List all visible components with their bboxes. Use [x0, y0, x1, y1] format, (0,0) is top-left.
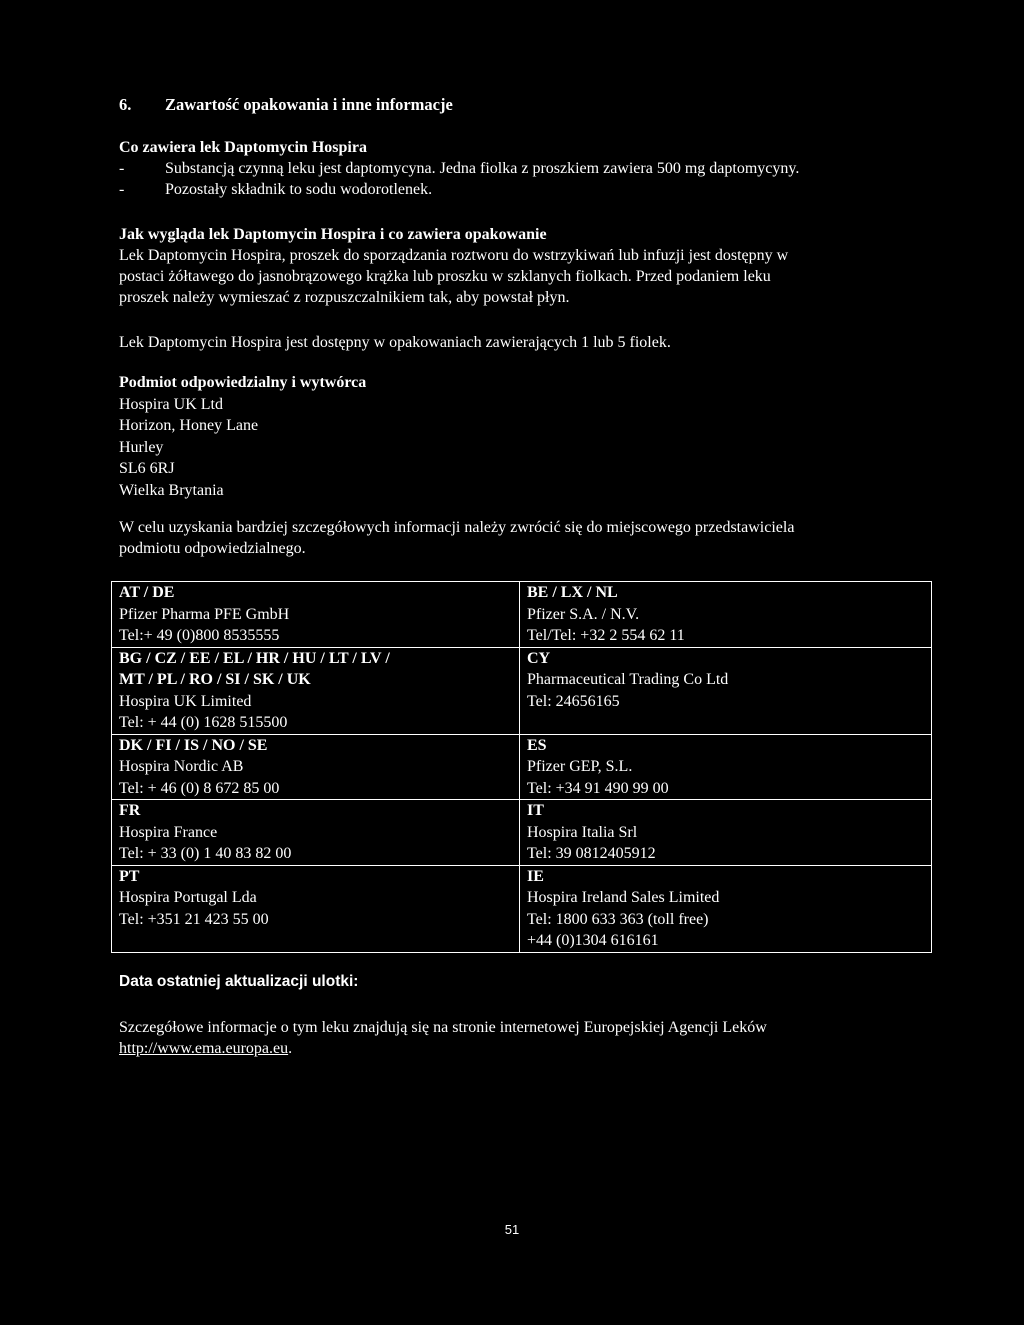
- representative-name: Pfizer S.A. / N.V.: [527, 605, 640, 623]
- representative-name: Hospira UK Limited: [119, 692, 252, 710]
- representative-name: Pharmaceutical Trading Co Ltd: [527, 671, 729, 688]
- representative-cell-right: [520, 647, 932, 734]
- country-codes: AT / DE: [119, 584, 175, 601]
- country-codes: MT / PL / RO / SI / SK / UK: [119, 671, 311, 688]
- address-line: Wielka Brytania: [119, 481, 224, 499]
- more-info-text: Szczegółowe informacje o tym leku znajdują się na stronie internetowej Europejskiej Agencji Leków: [119, 1019, 767, 1036]
- section-title: Zawartość opakowania i inne informacje: [165, 95, 453, 114]
- representative-phone: Tel: +351 21 423 55 00: [119, 910, 269, 928]
- bullet-dash: -: [119, 181, 125, 198]
- country-codes: CY: [527, 649, 551, 667]
- country-codes: BG / CZ / EE / EL / HR / HU / LT / LV /: [119, 649, 390, 667]
- representative-name: Hospira Ireland Sales Limited: [527, 889, 720, 906]
- appearance-heading: Jak wygląda lek Daptomycin Hospira i co zawiera opakowanie: [119, 226, 547, 243]
- country-codes: BE / LX / NL: [527, 584, 618, 601]
- contents-block: [119, 137, 931, 200]
- representative-cell-left: [112, 582, 520, 648]
- representative-phone: Tel: +34 91 490 99 00: [527, 779, 669, 797]
- representative-name: Pfizer Pharma PFE GmbH: [119, 605, 290, 623]
- representative-name: Hospira Italia Srl: [527, 823, 638, 841]
- country-codes: FR: [119, 802, 141, 819]
- representative-phone: +44 (0)1304 616161: [527, 932, 659, 949]
- representative-phone: Tel/Tel: +32 2 554 62 11: [527, 627, 685, 644]
- contact-note-line: W celu uzyskania bardziej szczegółowych informacji należy zwrócić się do miejscowego przedstawiciela: [119, 519, 795, 536]
- contact-note: [119, 517, 931, 559]
- more-info-block: [119, 1017, 931, 1059]
- representative-cell-left: [112, 865, 520, 952]
- link-suffix: .: [288, 1040, 293, 1057]
- representative-cell-right: [520, 734, 932, 800]
- country-codes: DK / FI / IS / NO / SE: [119, 736, 268, 754]
- address-line: Hospira UK Ltd: [119, 395, 223, 413]
- country-codes: IE: [527, 867, 544, 885]
- representative-phone: Tel: + 33 (0) 1 40 83 82 00: [119, 845, 292, 862]
- representative-phone: Tel: 39 0812405912: [527, 845, 656, 862]
- appearance-line: postaci żółtawego do jasnobrązowego krążka lub proszku w szklanych fiolkach. Przed podaniem leku: [119, 268, 771, 285]
- page-number: 51: [504, 1222, 520, 1237]
- representative-cell-left: [112, 647, 520, 734]
- bullet-text: Pozostały składnik to sodu wodorotlenek.: [165, 181, 433, 198]
- contact-note-line: podmiotu odpowiedzialnego.: [119, 540, 306, 557]
- appearance-line: Lek Daptomycin Hospira, proszek do sporządzania roztworu do wstrzykiwań lub infuzji jest dostępny w: [119, 247, 789, 264]
- section-heading: [119, 95, 453, 115]
- representative-name: Hospira France: [119, 823, 218, 841]
- holder-heading: Podmiot odpowiedzialny i wytwórca: [119, 374, 367, 391]
- bullet-item: [119, 158, 931, 179]
- representatives-row: [112, 800, 932, 866]
- country-codes: PT: [119, 867, 140, 885]
- representative-name: Hospira Nordic AB: [119, 758, 244, 775]
- representative-cell-right: [520, 800, 932, 866]
- representative-phone: Tel: + 46 (0) 8 672 85 00: [119, 779, 280, 797]
- representatives-table: [111, 581, 932, 953]
- representative-cell-right: [520, 582, 932, 648]
- address-line: SL6 6RJ: [119, 460, 175, 477]
- bullet-text: Substancją czynną leku jest daptomycyna. Jedna fiolka z proszkiem zawiera 500 mg daptomycyny.: [165, 160, 800, 177]
- representative-phone: Tel: 24656165: [527, 692, 620, 710]
- address-line: Hurley: [119, 438, 164, 456]
- representative-phone: Tel: + 44 (0) 1628 515500: [119, 714, 288, 731]
- representative-cell-right: [520, 865, 932, 952]
- revision-date-heading: Data ostatniej aktualizacji ulotki:: [119, 973, 359, 990]
- representative-cell-left: [112, 800, 520, 866]
- bullet-item: [119, 179, 931, 200]
- ema-website-link[interactable]: http://www.ema.europa.eu: [119, 1040, 289, 1057]
- packs-text: Lek Daptomycin Hospira jest dostępny w opakowaniach zawierających 1 lub 5 fiolek.: [119, 334, 671, 351]
- representative-phone: Tel: 1800 633 363 (toll free): [527, 910, 709, 928]
- address-line: Horizon, Honey Lane: [119, 417, 259, 434]
- representatives-row: [112, 582, 932, 648]
- more-info-link-line: [119, 1038, 931, 1059]
- representative-name: Pfizer GEP, S.L.: [527, 758, 633, 775]
- representative-name: Hospira Portugal Lda: [119, 889, 257, 906]
- representative-cell-left: [112, 734, 520, 800]
- representatives-row: [112, 734, 932, 800]
- contents-heading: Co zawiera lek Daptomycin Hospira: [119, 139, 367, 156]
- representatives-row: [112, 647, 932, 734]
- representatives-row: [112, 865, 932, 952]
- bullet-dash: -: [119, 160, 125, 177]
- appearance-line: proszek należy wymieszać z rozpuszczalnikiem tak, aby powstał płyn.: [119, 289, 570, 306]
- country-codes: IT: [527, 802, 544, 819]
- section-number: 6.: [119, 95, 132, 114]
- country-codes: ES: [527, 736, 547, 754]
- holder-block: [119, 372, 931, 501]
- appearance-block: [119, 224, 931, 308]
- representative-phone: Tel:+ 49 (0)800 8535555: [119, 627, 280, 644]
